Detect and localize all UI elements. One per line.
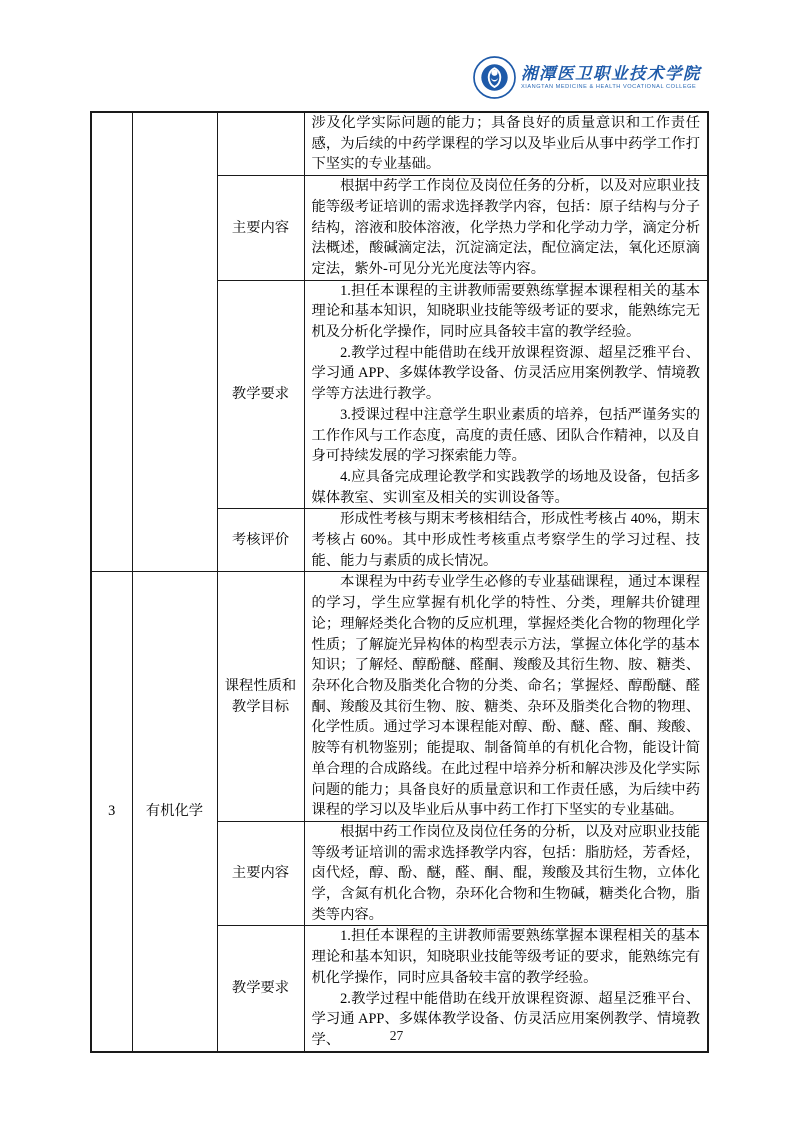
course3-row2-label: 教学要求 bbox=[217, 926, 304, 1052]
course2-row3-content bbox=[304, 509, 708, 572]
college-logo bbox=[473, 56, 701, 99]
college-emblem-icon bbox=[473, 56, 516, 99]
page-number: 27 bbox=[389, 1028, 404, 1043]
course2-row2-label: 教学要求 bbox=[217, 280, 304, 509]
course2-row0-content bbox=[304, 112, 708, 176]
paragraph: 根据中药学工作岗位及岗位任务的分析，以及对应职业技能等级考证培训的需求选择教学内容，包括：原子结构与分子结构，溶液和胶体溶液，化学热力学和化学动力学，滴定分析法概述，酸碱滴定法，沉淀滴定法，配位滴定法，氧化还原滴定法，紫外-可见分光光度法等内容。 bbox=[311, 178, 700, 277]
course3-row0-label: 课程性质和教学目标 bbox=[217, 572, 304, 821]
course3-name-cell: 有机化学 bbox=[132, 572, 217, 1052]
paragraph: 2.教学过程中能借助在线开放课程资源、超星泛雅平台、学习通 APP、多媒体教学设备、仿灵活应用案例教学、情境教学等方法进行教学。 bbox=[311, 344, 700, 403]
course2-row0-label bbox=[217, 112, 304, 176]
college-name-block bbox=[521, 64, 701, 91]
course2-row1-content bbox=[304, 176, 708, 281]
course3-number-cell: 3 bbox=[91, 572, 132, 1052]
course3-row1-content bbox=[304, 821, 708, 926]
table-row bbox=[91, 572, 708, 821]
course2-row3-label: 考核评价 bbox=[217, 509, 304, 572]
course3-row0-content bbox=[304, 572, 708, 821]
course3-row1-label: 主要内容 bbox=[217, 821, 304, 926]
paragraph: 4.应具备完成理论教学和实践教学的场地及设备，包括多媒体教室、实训室及相关的实训设备等。 bbox=[311, 468, 700, 506]
paragraph: 本课程为中药专业学生必修的专业基础课程，通过本课程的学习，学生应掌握有机化学的特性、分类，理解共价键理论；理解烃类化合物的反应机理，掌握烃类化合物的物理化学性质；了解旋光异构体的构型表示方法，掌握立体化学的基本知识；了解烃、醇酚醚、醛酮、羧酸及其衍生物、胺、糖类、杂环化合物及脂类化合物的分类、命名；掌握烃、醇酚醚、醛酮、羧酸及其衍生物、胺、糖类、杂环及脂类化合物的物理、化学性质。通过学习本课程能对醇、酚、醚、醛、酮、羧酸、胺等有机物鉴别；能提取、制备简单的有机化合物，能设计简单合理的合成路线。在此过程中培养分析和解决涉及化学实际问题的能力；具备良好的质量意识和工作责任感，为后续中药课程的学习以及毕业后从事中药工作打下坚实的专业基础。 bbox=[311, 574, 700, 819]
table-row bbox=[91, 112, 708, 176]
paragraph: 根据中药工作岗位及岗位任务的分析，以及对应职业技能等级考证培训的需求选择教学内容，包括：脂肪烃，芳香烃，卤代烃，醇、酚、醚，醛、酮、醌，羧酸及其衍生物，立体化学，含氮有机化合物，杂环化合物和生物碱，糖类化合物，脂类等内容。 bbox=[311, 823, 700, 923]
paragraph: 1.担任本课程的主讲教师需要熟练掌握本课程相关的基本理论和基本知识，知晓职业技能等级考证的要求，能熟练完无机及分析化学操作，同时应具备较丰富的教学经验。 bbox=[311, 282, 700, 341]
paragraph: 3.授课过程中注意学生职业素质的培养，包括严谨务实的工作作风与工作态度，高度的责任感、团队合作精神，以及自身可持续发展的学习探索能力等。 bbox=[311, 406, 700, 465]
course-syllabus-table bbox=[90, 111, 709, 1053]
paragraph: 2.教学过程中能借助在线开放课程资源、超星泛雅平台、学习通 APP、多媒体教学设备、仿灵活应用案例教学、情境教学、 bbox=[311, 990, 700, 1048]
college-name-english: XIANGTAN MEDICINE & HEALTH VOCATIONAL COLLEGE bbox=[521, 84, 697, 90]
paragraph: 涉及化学实际问题的能力；具备良好的质量意识和工作责任感，为后续的中药学课程的学习以及毕业后从事中药学工作打下坚实的专业基础。 bbox=[311, 115, 700, 173]
course2-row2-content bbox=[304, 280, 708, 509]
paragraph: 1.担任本课程的主讲教师需要熟练掌握本课程相关的基本理论和基本知识，知晓职业技能等级考证的要求，能熟练完有机化学操作，同时应具备较丰富的教学经验。 bbox=[311, 928, 700, 986]
college-name-chinese: 湘潭医卫职业技术学院 bbox=[521, 64, 701, 83]
course2-row1-label: 主要内容 bbox=[217, 176, 304, 281]
paragraph: 形成性考核与期末考核相结合，形成性考核占 40%，期末考核占 60%。其中形成性考核重点考察学生的学习过程、技能、能力与素质的成长情况。 bbox=[311, 511, 700, 569]
course2-number-cell bbox=[91, 112, 132, 572]
course2-name-cell bbox=[132, 112, 217, 572]
